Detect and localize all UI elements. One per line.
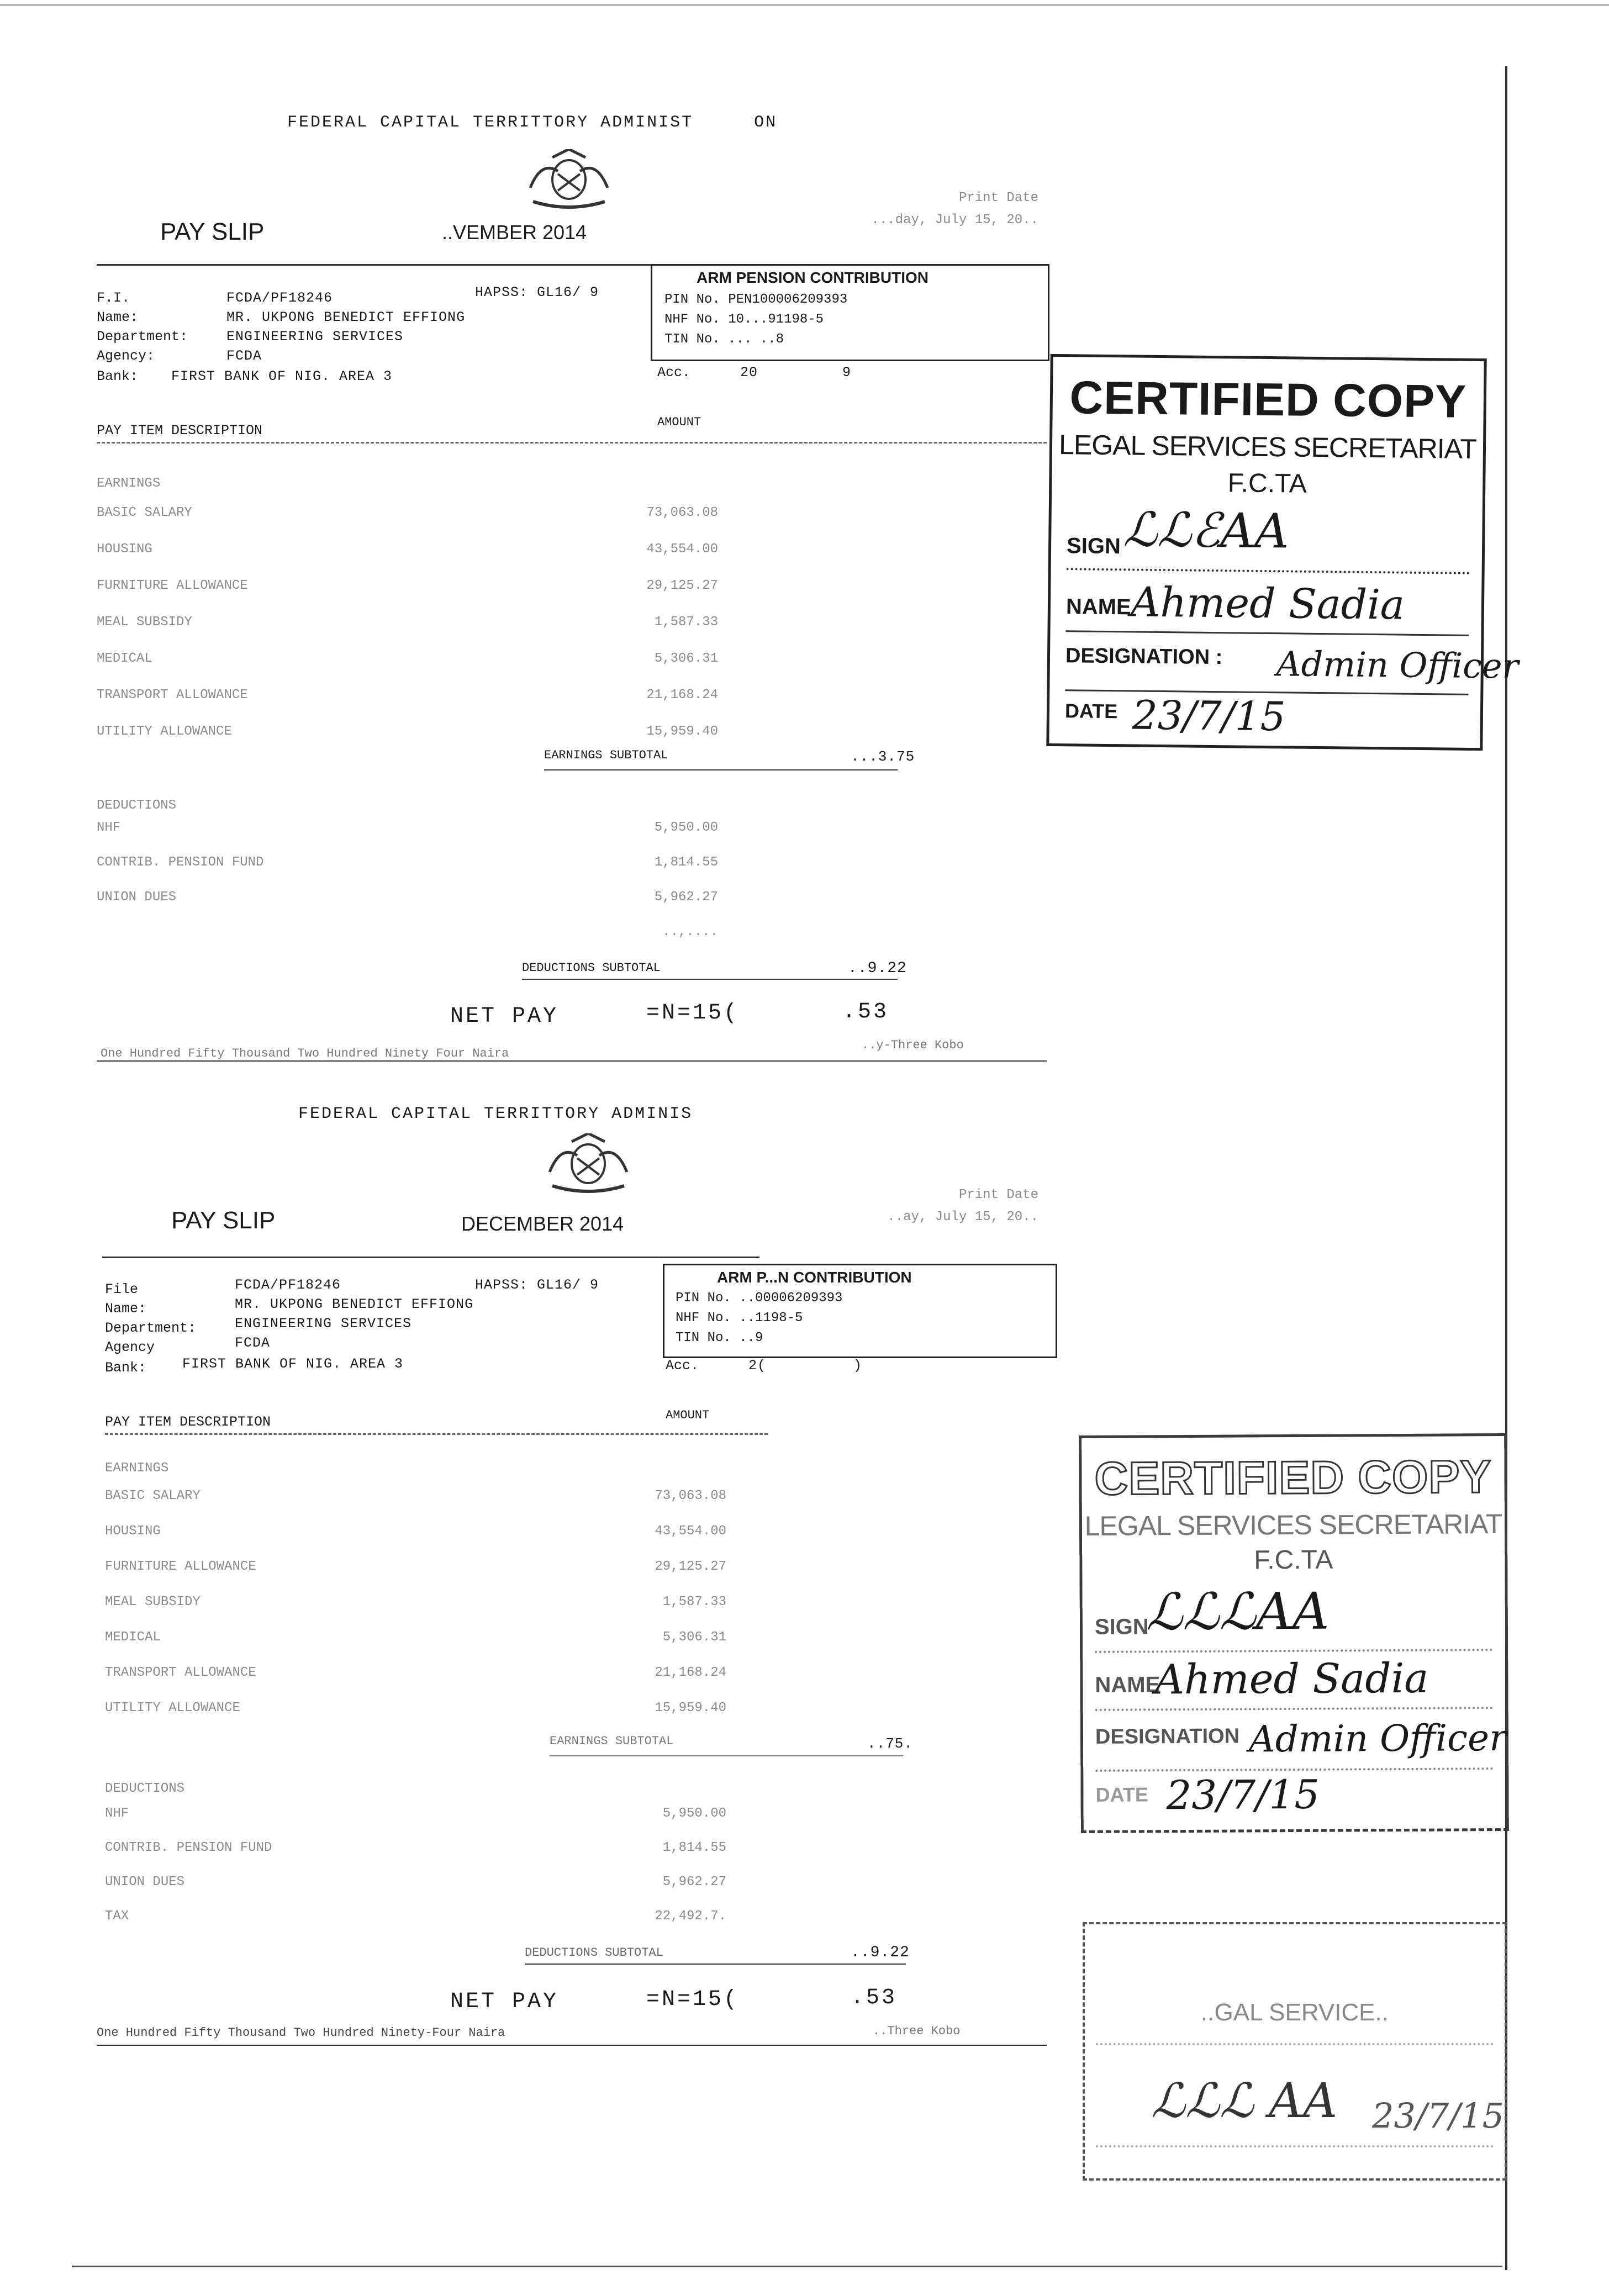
org-header bbox=[298, 1105, 693, 1123]
item-amount: 29,125.27 bbox=[646, 578, 718, 593]
payslip-december bbox=[0, 989, 1061, 2082]
pension-tin: TIN No. ... ..8 bbox=[664, 332, 784, 347]
payslip-november bbox=[0, 0, 1061, 1094]
bank-value: FIRST BANK OF NIG. AREA 3 bbox=[171, 368, 393, 384]
name-label: Name: bbox=[105, 1301, 147, 1317]
top-rule bbox=[102, 1257, 759, 1258]
pension-nhf: NHF No. 10...91198-5 bbox=[664, 312, 824, 327]
stamp-signature: ℒℒℒAA bbox=[1146, 1581, 1330, 1642]
stamp-designation-label: DESIGNATION : bbox=[1065, 644, 1223, 669]
deductions-heading: DEDUCTIONS bbox=[105, 1781, 185, 1796]
item-amount: 5,962.27 bbox=[662, 1875, 726, 1889]
org-header-text: FEDERAL CAPITAL TERRITTORY ADMINIST bbox=[287, 113, 694, 132]
item-label: MEDICAL bbox=[105, 1630, 161, 1645]
name-label: Name: bbox=[97, 309, 139, 325]
certified-copy-stamp-3 bbox=[1083, 1922, 1507, 2181]
item-label: FURNITURE ALLOWANCE bbox=[97, 578, 248, 593]
acc-label: Acc. bbox=[657, 365, 691, 381]
column-rule bbox=[97, 442, 1047, 444]
item-amount: 15,959.40 bbox=[655, 1701, 726, 1716]
stamp-org: F.C.TA bbox=[1227, 468, 1307, 499]
item-amount: 43,554.00 bbox=[655, 1524, 726, 1539]
item-label: UNION DUES bbox=[97, 890, 177, 905]
slip-month: ..VEMBER 2014 bbox=[442, 221, 587, 244]
stamp-subtitle: LEGAL SERVICES SECRETARIAT bbox=[1058, 429, 1477, 465]
item-label: MEAL SUBSIDY bbox=[97, 615, 192, 630]
stamp-sign-line bbox=[1095, 1649, 1492, 1653]
net-pay-tail: .53 bbox=[851, 1986, 898, 2010]
stamp-signature: ℒℒℒ AA bbox=[1151, 2073, 1338, 2129]
amount-in-words: One Hundred Fifty Thousand Two Hundred Ninety-Four Naira bbox=[97, 2026, 505, 2040]
col-amount: AMOUNT bbox=[666, 1408, 710, 1422]
item-amount: 5,306.31 bbox=[662, 1630, 726, 1645]
pension-box bbox=[651, 264, 1049, 361]
dept-label: Department: bbox=[105, 1320, 197, 1336]
item-amount: 5,962.27 bbox=[654, 890, 718, 905]
certified-copy-stamp-1 bbox=[1046, 354, 1519, 751]
earnings-subtotal-label: EARNINGS SUBTOTAL bbox=[544, 748, 668, 762]
item-label: HOUSING bbox=[105, 1524, 161, 1539]
org-header-tail: ON bbox=[754, 113, 778, 132]
file-value: FCDA/PF18246 bbox=[226, 290, 333, 306]
stamp-line bbox=[1096, 2043, 1494, 2045]
pension-nhf: NHF No. ..1198-5 bbox=[676, 1311, 803, 1326]
deductions-subtotal-value: ..9.22 bbox=[851, 1944, 910, 1961]
pension-title: ARM PENSION CONTRIBUTION bbox=[697, 269, 929, 286]
item-amount: 1,814.55 bbox=[662, 1840, 726, 1855]
item-label: HOUSING bbox=[97, 542, 152, 557]
stamp-title: CERTIFIED COPY bbox=[1069, 371, 1467, 427]
net-pay-value: =N=15( bbox=[646, 1001, 740, 1026]
item-amount: 29,125.27 bbox=[655, 1559, 726, 1574]
file-value: FCDA/PF18246 bbox=[235, 1277, 341, 1293]
acc-label: Acc. bbox=[666, 1358, 699, 1374]
stamp-signature: ℒℒℰAA bbox=[1122, 502, 1290, 560]
stamp-designation: Admin Officer bbox=[1276, 643, 1519, 687]
item-amount: 1,587.33 bbox=[654, 615, 718, 630]
earnings-heading: EARNINGS bbox=[97, 476, 161, 491]
bank-label: Bank: bbox=[97, 368, 139, 384]
stamp-subtitle: ..GAL SERVICE.. bbox=[1201, 1999, 1389, 2026]
print-date: ..ay, July 15, 20.. bbox=[887, 1210, 1038, 1224]
stamp-org: F.C.TA bbox=[1254, 1545, 1333, 1575]
stamp-date: 23/7/15 bbox=[1132, 692, 1286, 740]
net-pay-tail: .53 bbox=[842, 1000, 889, 1025]
stamp-sign-line bbox=[1067, 568, 1470, 574]
stamp-date-label: DATE bbox=[1064, 699, 1118, 723]
page-bottom-line bbox=[72, 2266, 1502, 2267]
item-amount: 73,063.08 bbox=[655, 1489, 726, 1503]
stamp-name-label: NAME bbox=[1095, 1672, 1160, 1697]
item-amount: 5,950.00 bbox=[654, 820, 718, 835]
stamp-line-bottom bbox=[1096, 2145, 1494, 2147]
name-value: MR. UKPONG BENEDICT EFFIONG bbox=[226, 309, 466, 325]
item-label: NHF bbox=[97, 820, 121, 835]
item-amount: 1,814.55 bbox=[654, 855, 718, 870]
item-label: MEDICAL bbox=[97, 651, 152, 666]
stamp-designation-label: DESIGNATION bbox=[1095, 1724, 1240, 1749]
stamp-name: Ahmed Sadia bbox=[1154, 1654, 1429, 1704]
deductions-subtotal-value: ..9.22 bbox=[848, 960, 907, 977]
net-pay-value: =N=15( bbox=[646, 1987, 740, 2012]
item-label: CONTRIB. PENSION FUND bbox=[105, 1840, 272, 1855]
certified-copy-stamp-2 bbox=[1079, 1433, 1509, 1833]
stamp-name-line bbox=[1065, 630, 1469, 636]
item-amount: 1,587.33 bbox=[662, 1595, 726, 1609]
bottom-rule bbox=[97, 2045, 1047, 2046]
item-label: BASIC SALARY bbox=[97, 505, 192, 520]
item-label: CONTRIB. PENSION FUND bbox=[97, 855, 264, 870]
slip-title: PAY SLIP bbox=[171, 1207, 276, 1234]
pension-pin: PIN No. ..00006209393 bbox=[676, 1291, 843, 1306]
deductions-subtotal-label: DEDUCTIONS SUBTOTAL bbox=[525, 1946, 663, 1960]
item-amount: 21,168.24 bbox=[655, 1665, 726, 1680]
deductions-subtotal-label: DEDUCTIONS SUBTOTAL bbox=[522, 961, 661, 975]
earnings-subtotal-value: ...3.75 bbox=[851, 748, 915, 765]
file-label: File bbox=[105, 1281, 139, 1297]
earnings-subtotal-label: EARNINGS SUBTOTAL bbox=[550, 1734, 674, 1748]
deductions-subtotal-rule bbox=[525, 1964, 906, 1965]
grade-level: HAPSS: GL16/ 9 bbox=[475, 284, 599, 300]
org-header-text: FEDERAL CAPITAL TERRITTORY ADMINIS bbox=[298, 1105, 693, 1123]
stamp-title: CERTIFIED COPY bbox=[1094, 1450, 1492, 1505]
col-description: PAY ITEM DESCRIPTION bbox=[105, 1414, 271, 1430]
earnings-subtotal-rule bbox=[544, 769, 898, 770]
agency-label: Agency bbox=[105, 1339, 155, 1355]
item-label: FURNITURE ALLOWANCE bbox=[105, 1559, 256, 1574]
stamp-date: 23/7/15 bbox=[1372, 2096, 1505, 2136]
pension-pin: PIN No. PEN100006209393 bbox=[664, 292, 848, 307]
acc-value: 20 bbox=[740, 365, 758, 381]
net-pay-label: NET PAY bbox=[450, 1989, 559, 2014]
name-value: MR. UKPONG BENEDICT EFFIONG bbox=[235, 1296, 474, 1312]
stamp-name-label: NAME bbox=[1065, 594, 1131, 620]
org-header bbox=[287, 113, 777, 132]
item-amount: 43,554.00 bbox=[646, 542, 718, 557]
item-amount: 15,959.40 bbox=[646, 724, 718, 739]
amount-in-words: One Hundred Fifty Thousand Two Hundred Ninety Four Naira bbox=[101, 1047, 509, 1060]
stamp-date-label: DATE bbox=[1095, 1783, 1148, 1806]
amount-in-words-tail: ..Three Kobo bbox=[873, 2024, 961, 2038]
bank-value: FIRST BANK OF NIG. AREA 3 bbox=[182, 1356, 404, 1372]
pension-tin: TIN No. ..9 bbox=[676, 1331, 763, 1345]
dept-value: ENGINEERING SERVICES bbox=[235, 1316, 412, 1332]
earnings-subtotal-rule bbox=[550, 1755, 903, 1756]
stamp-name-line bbox=[1095, 1707, 1493, 1711]
earnings-heading: EARNINGS bbox=[105, 1461, 169, 1476]
acc-tail: 9 bbox=[842, 365, 852, 381]
item-label: UTILITY ALLOWANCE bbox=[97, 724, 232, 739]
item-label: MEAL SUBSIDY bbox=[105, 1595, 201, 1609]
item-amount: 73,063.08 bbox=[646, 505, 718, 520]
amount-in-words-tail: ..y-Three Kobo bbox=[862, 1038, 964, 1052]
item-label: TRANSPORT ALLOWANCE bbox=[97, 688, 248, 703]
dept-label: Department: bbox=[97, 329, 188, 345]
item-label: UNION DUES bbox=[105, 1875, 185, 1889]
agency-value: FCDA bbox=[235, 1335, 271, 1351]
acc-value: 2( bbox=[748, 1358, 767, 1374]
stamp-designation: Admin Officer bbox=[1248, 1716, 1507, 1761]
item-amount: 5,950.00 bbox=[662, 1806, 726, 1821]
item-label: TRANSPORT ALLOWANCE bbox=[105, 1665, 256, 1680]
item-amount: 5,306.31 bbox=[654, 651, 718, 666]
bank-label: Bank: bbox=[105, 1360, 147, 1376]
print-date-label: Print Date bbox=[958, 191, 1038, 205]
agency-label: Agency: bbox=[97, 348, 155, 364]
deductions-subtotal-rule bbox=[522, 979, 898, 980]
agency-value: FCDA bbox=[226, 348, 262, 364]
item-label: NHF bbox=[105, 1806, 129, 1821]
print-date: ...day, July 15, 20.. bbox=[871, 213, 1038, 228]
col-amount: AMOUNT bbox=[657, 415, 701, 429]
stamp-sign-label: SIGN bbox=[1094, 1614, 1149, 1639]
item-label: UTILITY ALLOWANCE bbox=[105, 1701, 240, 1716]
item-amount: 21,168.24 bbox=[646, 688, 718, 703]
coat-of-arms-icon bbox=[519, 149, 619, 210]
deductions-heading: DEDUCTIONS bbox=[97, 798, 177, 813]
slip-title: PAY SLIP bbox=[160, 218, 265, 245]
item-amount: 22,492.7. bbox=[655, 1909, 726, 1924]
pension-box bbox=[663, 1264, 1057, 1358]
pension-title: ARM P...N CONTRIBUTION bbox=[717, 1269, 912, 1286]
stamp-date: 23/7/15 bbox=[1166, 1771, 1320, 1819]
col-description: PAY ITEM DESCRIPTION bbox=[97, 423, 263, 439]
file-label: F.I. bbox=[97, 290, 130, 306]
net-pay-label: NET PAY bbox=[450, 1004, 559, 1029]
item-label: TAX bbox=[105, 1909, 129, 1924]
stamp-sign-label: SIGN bbox=[1066, 534, 1121, 559]
stamp-name: Ahmed Sadia bbox=[1130, 578, 1405, 629]
column-rule bbox=[105, 1433, 768, 1435]
item-label: BASIC SALARY bbox=[105, 1489, 201, 1503]
stamp-subtitle: LEGAL SERVICES SECRETARIAT bbox=[1084, 1508, 1502, 1542]
acc-tail: ) bbox=[853, 1358, 863, 1374]
dept-value: ENGINEERING SERVICES bbox=[226, 329, 404, 345]
grade-level: HAPSS: GL16/ 9 bbox=[475, 1277, 599, 1293]
coat-of-arms-icon bbox=[539, 1133, 638, 1194]
slip-month: DECEMBER 2014 bbox=[461, 1212, 624, 1235]
print-date-label: Print Date bbox=[958, 1187, 1038, 1202]
earnings-subtotal-value: ..75. bbox=[867, 1735, 914, 1752]
item-amount: ..,.... bbox=[662, 925, 718, 939]
